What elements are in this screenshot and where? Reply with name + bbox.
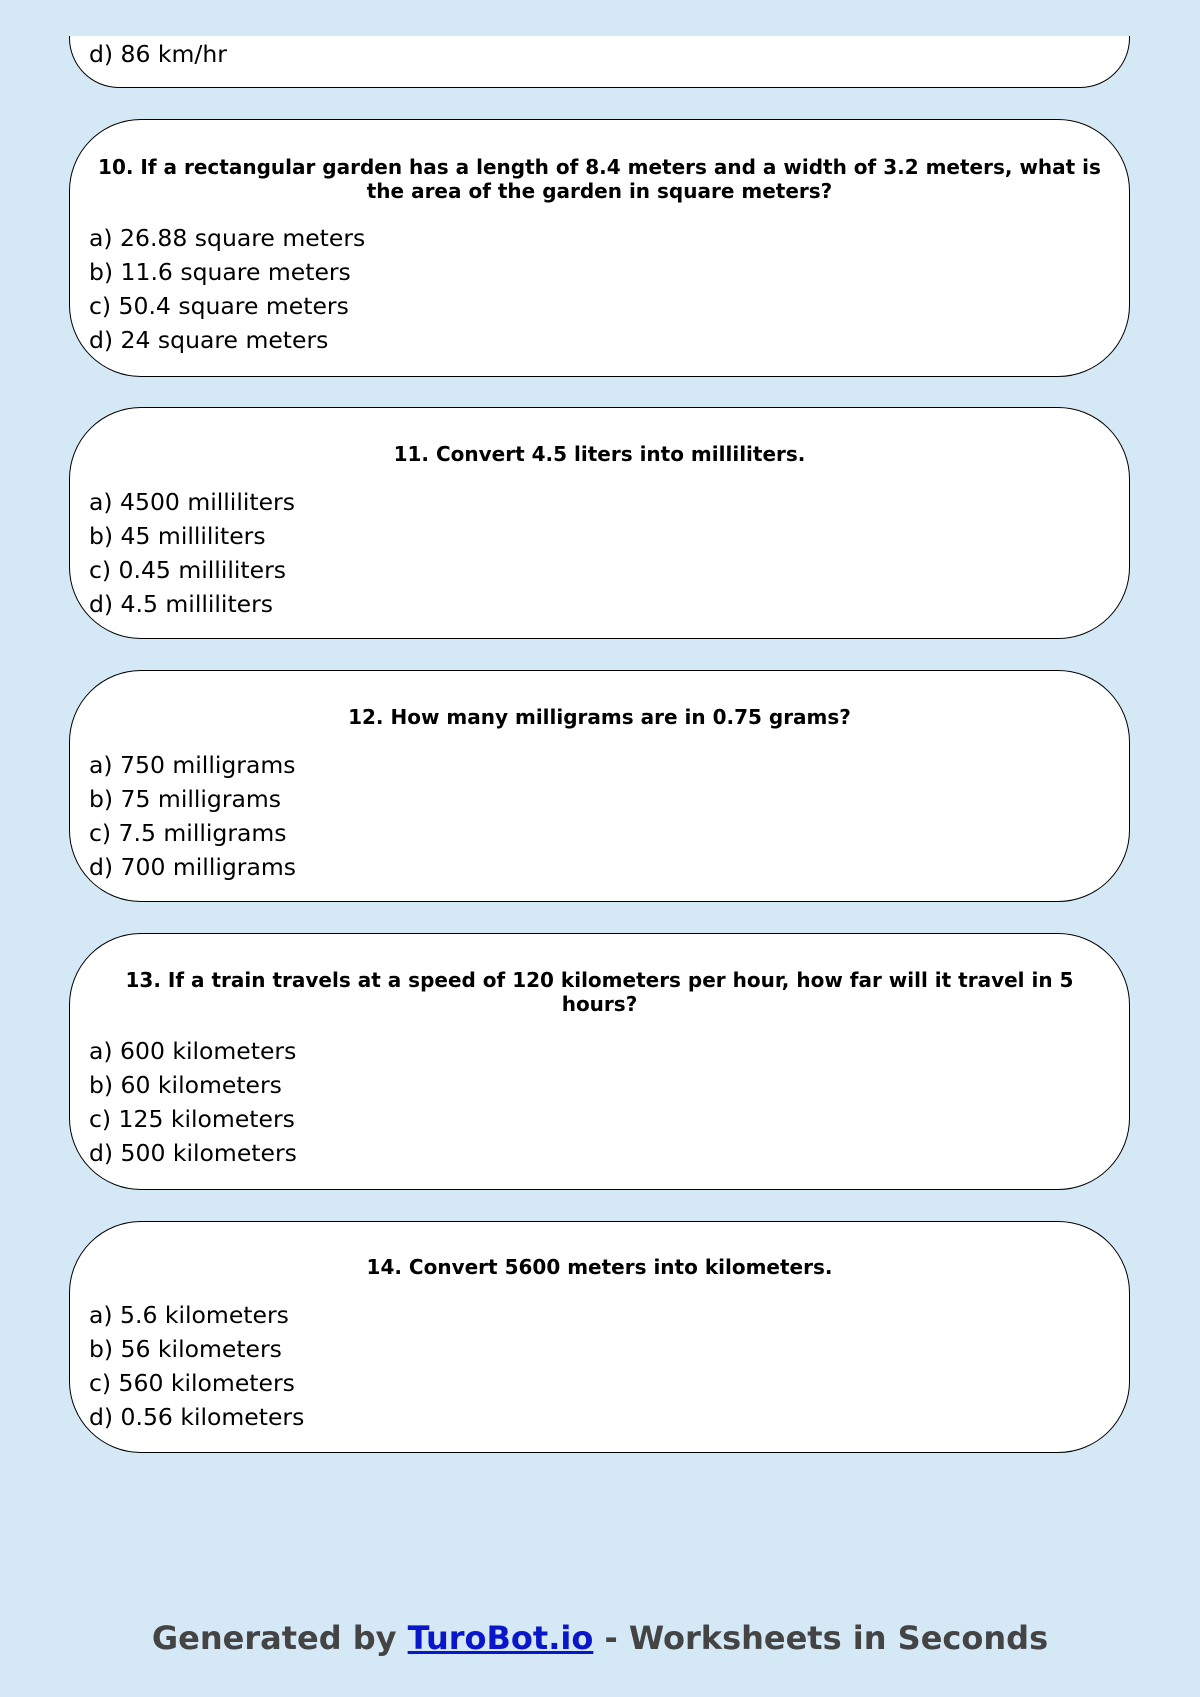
option-c: c) 0.45 milliliters — [89, 556, 286, 584]
option-b: b) 11.6 square meters — [89, 258, 351, 286]
question-card-14 — [69, 1221, 1130, 1453]
option-d: d) 500 kilometers — [89, 1139, 297, 1167]
option-b: b) 45 milliliters — [89, 522, 266, 550]
question-text: 14. Convert 5600 meters into kilometers. — [366, 1255, 833, 1279]
options-list — [70, 36, 1129, 71]
option-d: d) 0.56 kilometers — [89, 1403, 305, 1431]
question-text: 10. If a rectangular garden has a length of 8.4 meters and a width of 3.2 meters, what is the area of the garden in square meters? — [98, 155, 1101, 203]
option-a: a) 600 kilometers — [89, 1037, 297, 1065]
question-card-9-partial — [69, 36, 1130, 88]
option-b: b) 60 kilometers — [89, 1071, 282, 1099]
option-a: a) 750 milligrams — [89, 751, 296, 779]
options-list — [70, 221, 1129, 357]
question-card-13 — [69, 933, 1130, 1190]
footer — [0, 1618, 1200, 1658]
question-card-12 — [69, 670, 1130, 902]
option-c: c) 7.5 milligrams — [89, 819, 287, 847]
options-list — [70, 1034, 1129, 1170]
option-d: d) 4.5 milliliters — [89, 590, 274, 618]
question-card-10 — [69, 119, 1130, 377]
options-list — [70, 485, 1129, 621]
option-a: a) 5.6 kilometers — [89, 1301, 289, 1329]
options-list — [70, 748, 1129, 884]
option-b: b) 75 milligrams — [89, 785, 282, 813]
option-b: b) 56 kilometers — [89, 1335, 282, 1363]
option-c: c) 50.4 square meters — [89, 292, 349, 320]
question-text: 13. If a train travels at a speed of 120 kilometers per hour, how far will it travel in 5 hours? — [125, 968, 1074, 1016]
option-d: d) 700 milligrams — [89, 853, 297, 881]
turobot-link[interactable]: TuroBot.io — [407, 1619, 594, 1657]
option-a: a) 26.88 square meters — [89, 224, 366, 252]
question-text: 11. Convert 4.5 liters into milliliters. — [393, 442, 806, 466]
option-c: c) 560 kilometers — [89, 1369, 295, 1397]
option-c: c) 125 kilometers — [89, 1105, 295, 1133]
option-a: a) 4500 milliliters — [89, 488, 295, 516]
footer-suffix: - Worksheets in Seconds — [593, 1619, 1049, 1657]
question-card-11 — [69, 407, 1130, 639]
option-d: d) 24 square meters — [89, 326, 329, 354]
footer-prefix: Generated by — [151, 1619, 408, 1657]
option-d: d) 86 km/hr — [89, 40, 227, 68]
options-list — [70, 1298, 1129, 1434]
question-text: 12. How many milligrams are in 0.75 grams? — [348, 705, 851, 729]
